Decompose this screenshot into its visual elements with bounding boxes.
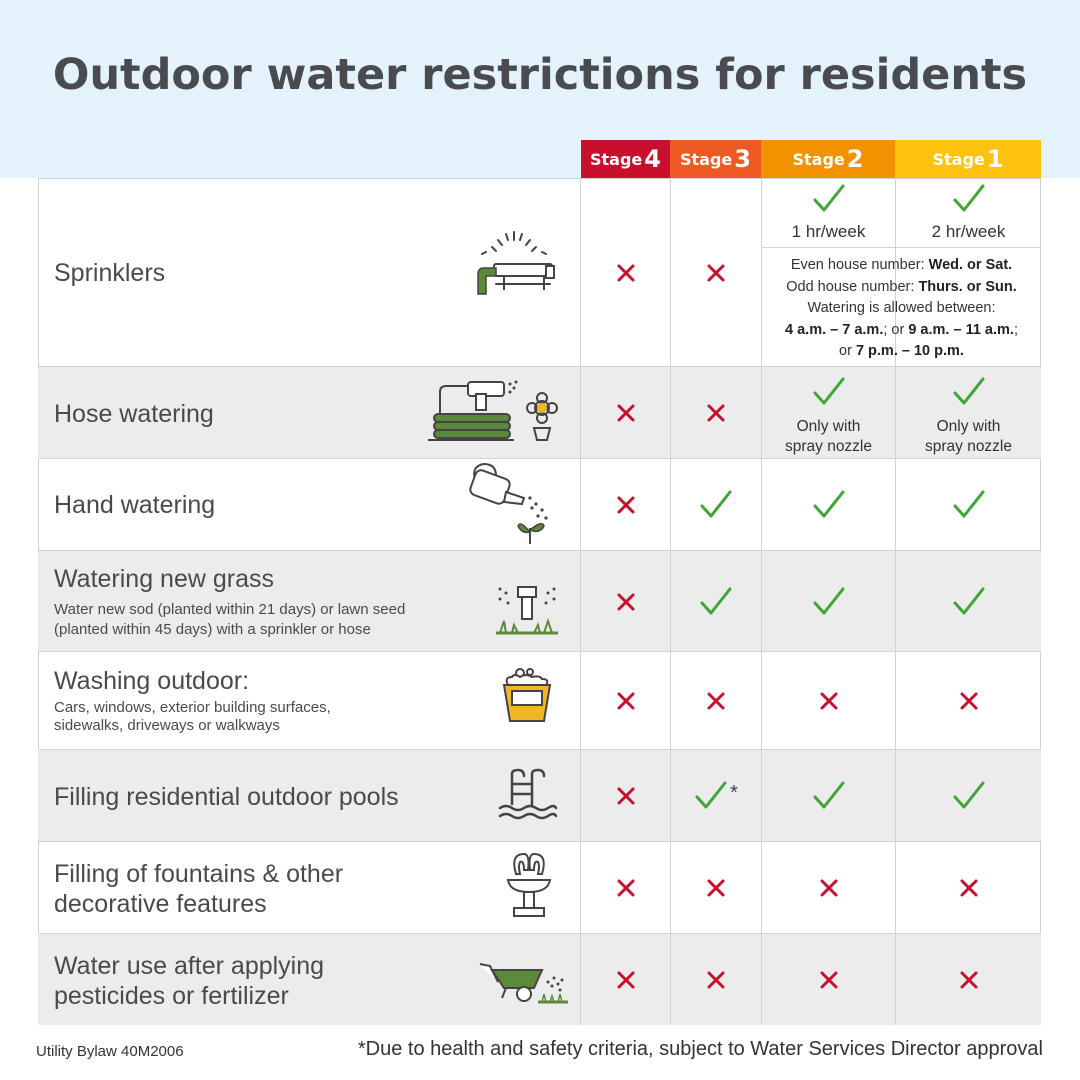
row-label-hand-watering: Hand watering [54,491,216,519]
sprinkler-schedule [762,255,1041,363]
time-sep-1: ; or [883,321,909,338]
footnote: *Due to health and safety criteria, subject to Water Services Director approval [357,1038,1043,1060]
check-with-asterisk [671,750,761,842]
stage-2-word: Stage [792,149,845,169]
cross-icon [581,652,670,750]
stage-2-number: 2 [846,145,864,173]
times-line [762,320,1041,342]
time-pre-3: or [839,343,856,359]
stage-1-word: Stage [932,149,985,169]
check-icon [896,551,1041,652]
check-icon [671,459,761,551]
cross-icon [671,934,761,1025]
stage-1-header [895,140,1041,178]
stage-2-hose-note [762,417,895,457]
cross-icon [671,842,761,934]
row-label-washing: Washing outdoor: [54,667,250,695]
row-label-hose-watering: Hose watering [54,400,214,428]
row-label-pesticides: Water use after applying pesticides or fertilizer [54,952,325,1010]
page-title: Outdoor water restrictions for residents [52,50,1028,100]
check-icon [896,182,1041,216]
row-label-pools: Filling residential outdoor pools [54,783,399,811]
check-icon [762,459,895,551]
cross-icon [896,842,1041,934]
stage-3-header [670,140,761,178]
bucket-icon [500,667,554,727]
stage-1-hose-note [896,417,1041,457]
cross-icon [762,934,895,1025]
row-label-new-grass: Watering new grass [54,565,274,593]
row-sublabel-new-grass: Water new sod (planted within 21 days) or lawn seed (planted within 45 days) with a sprinkler or hose [54,601,406,638]
cross-icon [581,551,670,652]
stage-1-number: 1 [986,145,1004,173]
cross-icon [671,652,761,750]
check-icon [671,551,761,652]
odd-days: Thurs. or Sun. [918,278,1017,295]
check-icon [896,375,1041,409]
stage-1-frequency: 2 hr/week [931,222,1006,241]
check-icon [896,750,1041,842]
odd-house-line [762,277,1041,299]
allowed-line: Watering is allowed between: [807,300,996,316]
pool-ladder-icon [498,768,558,820]
check-icon [896,459,1041,551]
hose-note-line-2: spray nozzle [924,438,1012,455]
row-label-sprinklers: Sprinklers [54,259,166,287]
stage-2-frequency: 1 hr/week [791,222,866,241]
time-sep-2: ; [1013,321,1018,338]
asterisk-note: * [730,781,738,804]
time-window-2: 9 a.m. – 11 a.m. [908,321,1014,338]
stage-4-word: Stage [590,149,643,169]
cross-icon [896,934,1041,1025]
check-icon [762,750,895,842]
time-window-1: 4 a.m. – 7 a.m. [785,321,884,338]
sprinkler-split-line [761,247,1041,248]
cross-icon [671,367,761,459]
even-days: Wed. or Sat. [928,257,1013,273]
stage-4-header [581,140,670,178]
cross-icon [581,934,670,1025]
hose-note-line-2: spray nozzle [784,438,872,455]
row-label-fountains: Filling of fountains & other decorative features [54,860,344,918]
fountain-icon [504,850,554,920]
cross-icon [581,367,670,459]
watering-can-icon [466,462,556,546]
row-sublabel-washing: Cars, windows, exterior building surfaces, sidewalks, driveways or walkways [54,699,331,734]
cross-icon [581,842,670,934]
check-icon [762,375,895,409]
cross-icon [581,178,670,367]
bylaw-reference: Utility Bylaw 40M2006 [36,1043,184,1060]
stage-2-header [761,140,895,178]
even-label: Even house number: [790,257,929,273]
cross-icon [671,178,761,367]
time-window-3: 7 p.m. – 10 p.m. [855,343,964,359]
sprinkler-icon [474,230,558,298]
check-icon [762,182,895,216]
odd-label: Odd house number: [786,278,919,295]
times-line-2 [762,341,1041,363]
hose-note-line-1: Only with [796,418,861,435]
check-icon [694,780,728,812]
hose-icon [428,378,564,444]
cross-icon [581,459,670,551]
wheelbarrow-icon [478,958,568,1006]
lawn-sprinkler-icon [494,583,560,637]
check-icon [762,551,895,652]
cross-icon [581,750,670,842]
cross-icon [762,842,895,934]
cross-icon [896,652,1041,750]
cross-icon [762,652,895,750]
hose-note-line-1: Only with [936,418,1001,435]
stage-3-number: 3 [734,145,751,173]
even-house-line [762,255,1041,277]
stage-3-word: Stage [680,149,733,169]
stage-4-number: 4 [644,145,661,173]
